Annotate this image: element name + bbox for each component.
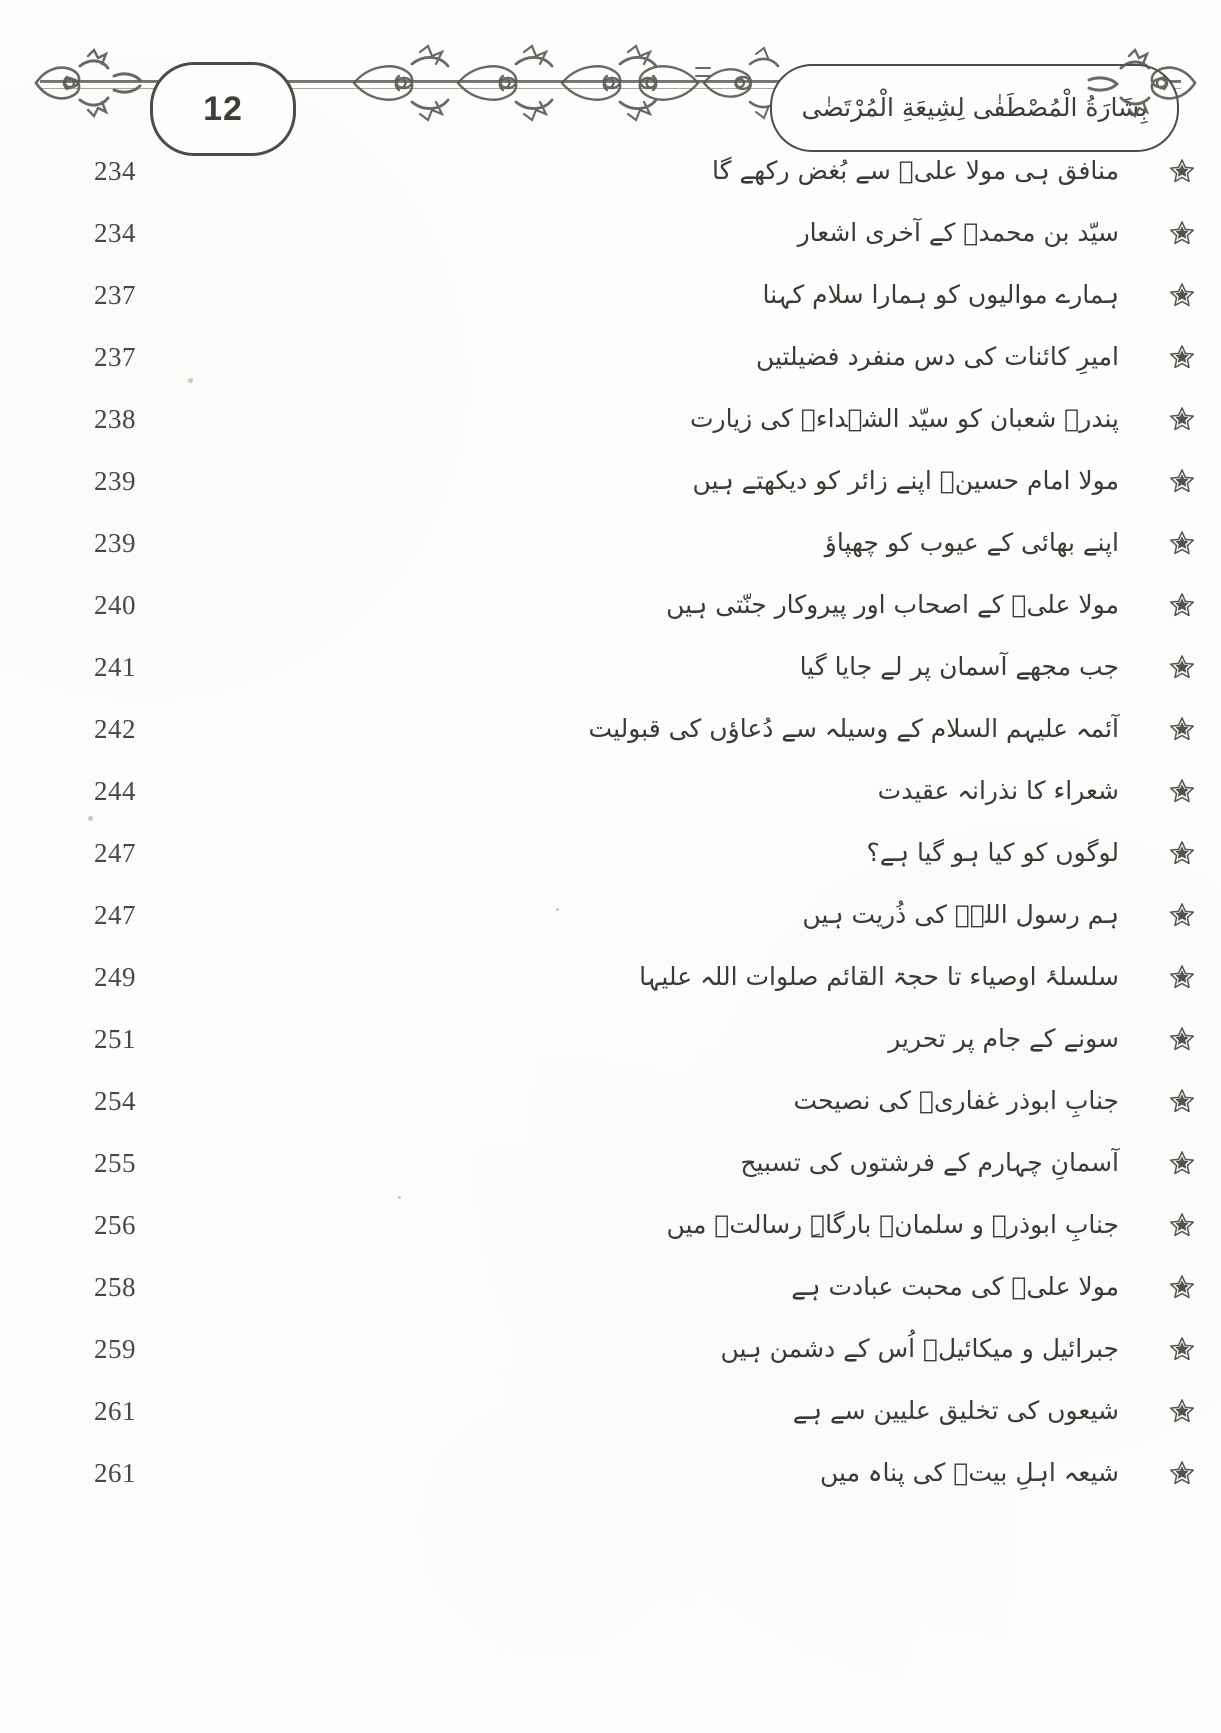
toc-entry-row[interactable] — [0, 574, 1221, 636]
toc-entry-page-number: 256 — [94, 1209, 136, 1240]
toc-entry-row[interactable] — [0, 388, 1221, 450]
star-icon — [1137, 406, 1221, 432]
toc-entry-title[interactable]: سلسلۂ اوصیاء تا حجۃ القائم صلوات اللہ علیہا — [639, 962, 1119, 992]
toc-entry-page-number: 244 — [94, 775, 136, 806]
toc-entry-row[interactable] — [0, 264, 1221, 326]
toc-entry-page-number: 238 — [94, 403, 136, 434]
star-icon — [1137, 468, 1221, 494]
toc-entry-page-number: 234 — [94, 217, 136, 248]
star-icon — [1137, 1088, 1221, 1114]
toc-entry-title[interactable]: اپنے بھائی کے عیوب کو چھپاؤ — [824, 528, 1119, 558]
star-icon — [1137, 1460, 1221, 1486]
toc-entry-page-number: 237 — [94, 341, 136, 372]
floral-ornament-right-icon — [1085, 38, 1200, 128]
toc-entry-title[interactable]: سیّد بن محمدؒ کے آخری اشعار — [797, 218, 1119, 248]
toc-entry-title[interactable]: ہم رسول اللہؐ کی ذُریت ہیں — [802, 900, 1119, 930]
star-icon — [1137, 902, 1221, 928]
toc-entry-title[interactable]: مولا علیؑ کی محبت عبادت ہے — [791, 1272, 1119, 1302]
book-title: بِشَارَةُ الْمُصْطَفٰی لِشِیعَةِ الْمُرْتَضٰی — [801, 92, 1148, 122]
toc-entry-row[interactable] — [0, 1132, 1221, 1194]
toc-entry-title[interactable]: شیعوں کی تخلیق علیین سے ہے — [792, 1396, 1119, 1426]
toc-entry-title[interactable]: مولا علیؑ کے اصحاب اور پیروکار جنّتی ہیں — [666, 590, 1119, 620]
star-icon — [1137, 1150, 1221, 1176]
toc-entry-title[interactable]: جبرائیل و میکائیلؑ اُس کے دشمن ہیں — [720, 1334, 1119, 1364]
star-icon — [1137, 1398, 1221, 1424]
star-icon — [1137, 778, 1221, 804]
toc-entry-page-number: 249 — [94, 961, 136, 992]
star-icon — [1137, 716, 1221, 742]
page-header — [0, 30, 1221, 135]
toc-entry-page-number: 239 — [94, 527, 136, 558]
scan-speck — [398, 1196, 401, 1199]
toc-entry-page-number: 237 — [94, 279, 136, 310]
floral-ornament-title-icon — [690, 38, 780, 128]
toc-entry-row[interactable] — [0, 822, 1221, 884]
star-icon — [1137, 1212, 1221, 1238]
toc-entry-title[interactable]: منافق ہی مولا علیؑ سے بُغض رکھے گا — [712, 156, 1119, 186]
toc-entry-title[interactable]: شعراء کا نذرانہ عقیدت — [877, 776, 1119, 806]
scan-speck — [88, 816, 93, 821]
toc-entry-row[interactable] — [0, 760, 1221, 822]
toc-entry-page-number: 239 — [94, 465, 136, 496]
toc-entry-row[interactable] — [0, 450, 1221, 512]
star-icon — [1137, 654, 1221, 680]
toc-entry-page-number: 261 — [94, 1457, 136, 1488]
toc-entry-row[interactable] — [0, 1442, 1221, 1504]
toc-entry-page-number: 258 — [94, 1271, 136, 1302]
toc-entry-page-number: 247 — [94, 899, 136, 930]
toc-entry-page-number: 259 — [94, 1333, 136, 1364]
star-icon — [1137, 1336, 1221, 1362]
toc-entry-row[interactable] — [0, 1380, 1221, 1442]
toc-entry-row[interactable] — [0, 636, 1221, 698]
toc-entry-row[interactable] — [0, 698, 1221, 760]
toc-entry-page-number: 240 — [94, 589, 136, 620]
toc-entry-row[interactable] — [0, 1070, 1221, 1132]
toc-entry-page-number: 251 — [94, 1023, 136, 1054]
scan-speck — [556, 908, 559, 911]
toc-entry-title[interactable]: جب مجھے آسمان پر لے جایا گیا — [799, 652, 1119, 682]
star-icon — [1137, 840, 1221, 866]
toc-entry-row[interactable] — [0, 1194, 1221, 1256]
toc-entry-title[interactable]: جنابِ ابوذرؓ و سلمانؓ بارگاہِ رسالتؐ میں — [666, 1210, 1119, 1240]
toc-entry-page-number: 242 — [94, 713, 136, 744]
star-icon — [1137, 530, 1221, 556]
toc-entry-row[interactable] — [0, 326, 1221, 388]
toc-entry-page-number: 234 — [94, 155, 136, 186]
star-icon — [1137, 282, 1221, 308]
table-of-contents — [0, 140, 1221, 1504]
toc-entry-page-number: 241 — [94, 651, 136, 682]
toc-entry-page-number: 255 — [94, 1147, 136, 1178]
scan-speck — [188, 378, 193, 383]
star-icon — [1137, 344, 1221, 370]
star-icon — [1137, 1274, 1221, 1300]
toc-entry-row[interactable] — [0, 946, 1221, 1008]
toc-entry-row[interactable] — [0, 1256, 1221, 1318]
toc-entry-title[interactable]: شیعہ اہلِ بیتؑ کی پناہ میں — [820, 1458, 1119, 1488]
toc-entry-row[interactable] — [0, 512, 1221, 574]
floral-ornament-icon — [28, 38, 148, 128]
star-icon — [1137, 220, 1221, 246]
toc-entry-page-number: 247 — [94, 837, 136, 868]
toc-entry-row[interactable] — [0, 884, 1221, 946]
star-icon — [1137, 592, 1221, 618]
toc-entry-title[interactable]: آئمہ علیہم السلام کے وسیلہ سے دُعاؤں کی قبولیت — [588, 714, 1119, 744]
toc-entry-page-number: 254 — [94, 1085, 136, 1116]
toc-entry-title[interactable]: سونے کے جام پر تحریر — [888, 1024, 1119, 1054]
floral-ornament-middle-icon — [348, 38, 708, 128]
toc-entry-page-number: 261 — [94, 1395, 136, 1426]
toc-entry-row[interactable] — [0, 140, 1221, 202]
page-number: 12 — [203, 89, 243, 128]
toc-entry-title[interactable]: مولا امام حسینؑ اپنے زائر کو دیکھتے ہیں — [692, 466, 1119, 496]
toc-entry-title[interactable]: ہمارے موالیوں کو ہمارا سلام کہنا — [762, 280, 1119, 310]
star-icon — [1137, 1026, 1221, 1052]
toc-entry-title[interactable]: جنابِ ابوذر غفاریؓ کی نصیحت — [793, 1086, 1119, 1116]
star-icon — [1137, 158, 1221, 184]
toc-entry-row[interactable] — [0, 1008, 1221, 1070]
toc-entry-title[interactable]: لوگوں کو کیا ہو گیا ہے؟ — [866, 838, 1119, 868]
toc-entry-row[interactable] — [0, 1318, 1221, 1380]
toc-entry-title[interactable]: پندرہ شعبان کو سیّد الشہداءؑ کی زیارت — [689, 404, 1119, 434]
star-icon — [1137, 964, 1221, 990]
toc-entry-title[interactable]: آسمانِ چہارم کے فرشتوں کی تسبیح — [740, 1148, 1119, 1178]
toc-entry-title[interactable]: امیرِ کائنات کی دس منفرد فضیلتیں — [755, 342, 1119, 372]
toc-entry-row[interactable] — [0, 202, 1221, 264]
